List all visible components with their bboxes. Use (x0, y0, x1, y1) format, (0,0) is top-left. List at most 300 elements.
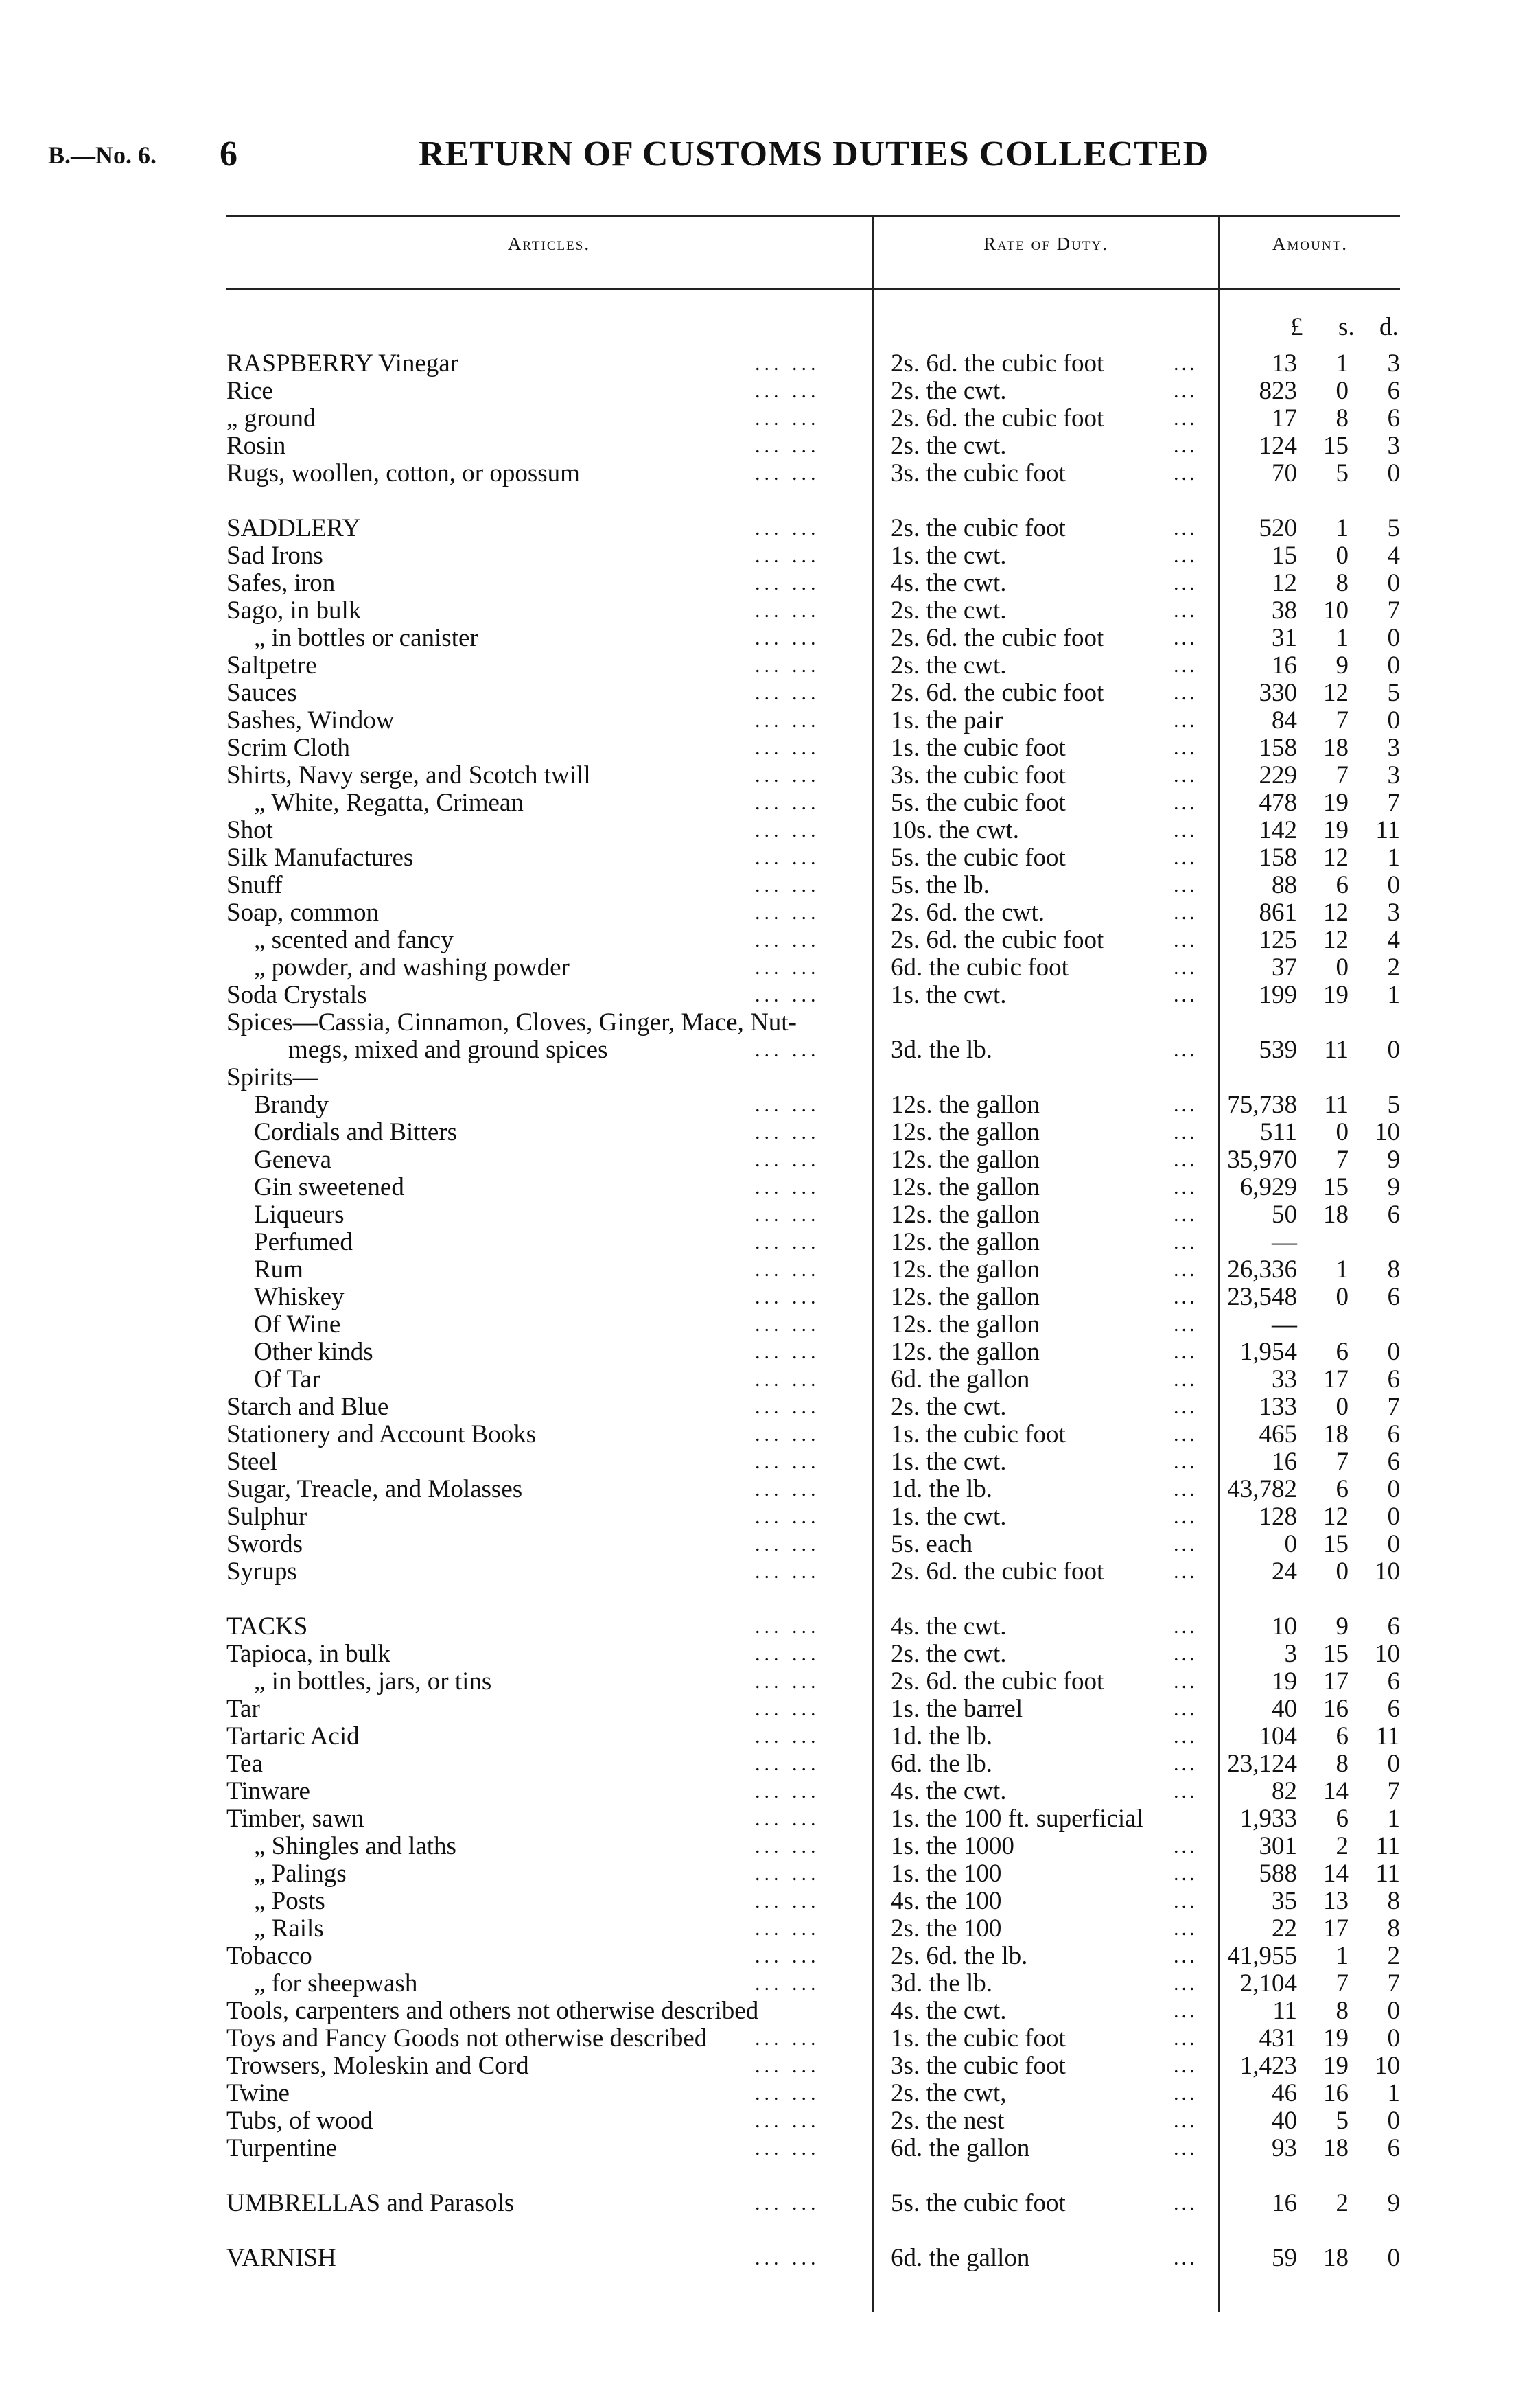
table-row (226, 817, 1400, 844)
amount-pounds: 158 (1259, 844, 1297, 872)
leader-dots: ... (1174, 1698, 1198, 1720)
amount-shillings: 1 (1336, 1255, 1349, 1284)
table-row (226, 1476, 1400, 1503)
table-row (226, 1558, 1400, 1586)
article-name: RASPBERRY Vinegar (226, 349, 459, 378)
leader-dots: ... ... (755, 929, 820, 951)
amount-shillings: 14 (1323, 1860, 1349, 1888)
leader-dots: ... ... (755, 1396, 820, 1418)
amount-pounds: 93 (1272, 2134, 1297, 2162)
leader-dots: ... ... (755, 1039, 820, 1061)
table-row (226, 1860, 1400, 1888)
leader-dots: ... ... (755, 654, 820, 677)
article-name: Tinware (226, 1777, 310, 1805)
article-name: Silk Manufactures (226, 844, 414, 872)
amount-pence: 0 (1387, 2107, 1400, 2135)
amount-pounds: 431 (1259, 2024, 1297, 2052)
duty-rate: 12s. the gallon (891, 1091, 1040, 1119)
article-name: TACKS (226, 1612, 308, 1641)
table-row (226, 2135, 1400, 2162)
table-row (226, 954, 1400, 982)
amount-pence: 3 (1387, 432, 1400, 460)
table-row (226, 2107, 1400, 2135)
amount-pence: 6 (1387, 1365, 1400, 1393)
amount-shillings: 8 (1336, 1750, 1349, 1778)
amount-shillings: 6 (1336, 1805, 1349, 1833)
amount-pence: 0 (1387, 651, 1400, 680)
table-row (226, 707, 1400, 734)
leader-dots: ... ... (755, 1478, 820, 1501)
leader-dots: ... ... (755, 1231, 820, 1253)
duty-rate: 6d. the cubic foot (891, 953, 1069, 982)
table-row (226, 1366, 1400, 1393)
amount-pounds: 0 (1284, 1530, 1297, 1558)
amount-pounds: 301 (1259, 1832, 1297, 1860)
article-name: Starch and Blue (226, 1393, 389, 1421)
leader-dots: ... ... (755, 517, 820, 540)
article-name: Tar (226, 1695, 260, 1723)
article-name: Geneva (254, 1146, 331, 1174)
duty-rate: 1s. the cubic foot (891, 2024, 1066, 2052)
leader-dots: ... ... (755, 572, 820, 594)
table-row (226, 1284, 1400, 1311)
article-name: Stationery and Account Books (226, 1420, 537, 1448)
table-row (226, 405, 1400, 432)
article-name: Spices—Cassia, Cinnamon, Cloves, Ginger, Mace, Nut- (226, 1008, 797, 1037)
article-name: Gin sweetened (254, 1173, 404, 1201)
leader-dots: ... ... (755, 1286, 820, 1308)
leader-dots: ... ... (755, 1917, 820, 1940)
leader-dots: ... ... (755, 1560, 820, 1583)
amount-pence: 0 (1387, 1475, 1400, 1503)
article-name: Tubs, of wood (226, 2107, 373, 2135)
leader-dots: ... ... (755, 709, 820, 732)
article-name: megs, mixed and ground spices (288, 1036, 608, 1064)
article-name: Other kinds (254, 1338, 373, 1366)
table-row (226, 1146, 1400, 1174)
leader-dots: ... ... (755, 1203, 820, 1226)
amount-pence: 0 (1387, 1530, 1400, 1558)
amount-pence: 11 (1375, 1832, 1400, 1860)
leader-dots: ... ... (755, 1890, 820, 1912)
table-row (226, 625, 1400, 652)
duty-rate: 1s. the cwt. (891, 1448, 1007, 1476)
amount-shillings: 19 (1323, 789, 1349, 817)
amount-shillings: 0 (1336, 953, 1349, 982)
amount-pence: 11 (1375, 1722, 1400, 1750)
leader-dots: ... (1174, 2082, 1198, 2105)
amount-pence: 4 (1387, 542, 1400, 570)
leader-dots: ... ... (755, 1643, 820, 1665)
amount-pounds: 133 (1259, 1393, 1297, 1421)
table-row (226, 570, 1400, 597)
amount-pence: 8 (1387, 1887, 1400, 1915)
table-row (226, 1778, 1400, 1805)
article-name: „ Palings (254, 1860, 347, 1888)
duty-rate: 2s. the nest (891, 2107, 1005, 2135)
amount-shillings: 5 (1336, 459, 1349, 487)
duty-rate: 1s. the cwt. (891, 1503, 1007, 1531)
amount-pence: 0 (1387, 624, 1400, 652)
amount-shillings: 12 (1323, 1503, 1349, 1531)
amount-shillings: 15 (1323, 1530, 1349, 1558)
amount-pence: 6 (1387, 377, 1400, 405)
amount-shillings: 6 (1336, 871, 1349, 899)
leader-dots: ... (1174, 1945, 1198, 1967)
article-name: Tartaric Acid (226, 1722, 360, 1750)
amount-shillings: 15 (1323, 432, 1349, 460)
amount-pounds: 128 (1259, 1503, 1297, 1531)
table-row (226, 734, 1400, 762)
table-row (226, 1943, 1400, 1970)
leader-dots: ... (1174, 2000, 1198, 2022)
leader-dots: ... ... (755, 1670, 820, 1693)
leader-dots: ... (1174, 1121, 1198, 1144)
leader-dots: ... ... (755, 1450, 820, 1473)
amount-pounds: 15 (1272, 542, 1297, 570)
table-row (226, 1888, 1400, 1915)
amount-shillings: 16 (1323, 2079, 1349, 2107)
leader-dots: ... (1174, 764, 1198, 787)
amount-pence: 0 (1387, 459, 1400, 487)
article-name: Swords (226, 1530, 303, 1558)
amount-pounds: — (1272, 1228, 1297, 1256)
amount-shillings: 1 (1336, 624, 1349, 652)
amount-shillings: 7 (1336, 761, 1349, 789)
amount-pounds: 23,548 (1227, 1283, 1297, 1311)
amount-shillings: 12 (1323, 844, 1349, 872)
amount-pounds: 142 (1259, 816, 1297, 844)
page-number: 6 (220, 135, 237, 174)
section-spacer (226, 487, 1400, 515)
amount-shillings: 7 (1336, 1969, 1349, 1998)
amount-shillings: 13 (1323, 1887, 1349, 1915)
amount-pounds: 84 (1272, 706, 1297, 734)
amount-pence: 10 (1375, 1558, 1400, 1586)
amount-pence: 2 (1387, 1942, 1400, 1970)
leader-dots: ... (1174, 1450, 1198, 1473)
amount-pence: 0 (1387, 1750, 1400, 1778)
article-name: Shirts, Navy serge, and Scotch twill (226, 761, 591, 789)
leader-dots: ... (1174, 709, 1198, 732)
leader-dots: ... ... (755, 1258, 820, 1281)
table-row (226, 844, 1400, 872)
duty-rate: 2s. the cwt. (891, 432, 1007, 460)
leader-dots: ... (1174, 1862, 1198, 1885)
article-name: Sashes, Window (226, 706, 395, 734)
leader-dots: ... (1174, 984, 1198, 1006)
duty-rate: 2s. 6d. the cubic foot (891, 404, 1104, 432)
duty-rate: 3s. the cubic foot (891, 761, 1066, 789)
leader-dots: ... (1174, 1148, 1198, 1171)
table-row (226, 2025, 1400, 2052)
leader-dots: ... (1174, 1396, 1198, 1418)
article-name: Soap, common (226, 899, 379, 927)
amount-pounds: 16 (1272, 2189, 1297, 2217)
duty-rate: 1s. the pair (891, 706, 1003, 734)
article-name: Sulphur (226, 1503, 307, 1531)
amount-pounds: 12 (1272, 569, 1297, 597)
leader-dots: ... (1174, 1917, 1198, 1940)
leader-dots: ... (1174, 1780, 1198, 1803)
amount-shillings: 1 (1336, 349, 1349, 378)
amount-pence: 8 (1387, 1255, 1400, 1284)
duty-rate: 2s. the cwt. (891, 1640, 1007, 1668)
article-name: Syrups (226, 1558, 297, 1586)
table-row (226, 1833, 1400, 1860)
amount-shillings: 11 (1324, 1091, 1349, 1119)
leader-dots: ... (1174, 1093, 1198, 1116)
amount-shillings: 17 (1323, 1365, 1349, 1393)
article-name: „ ground (226, 404, 316, 432)
article-name: Trowsers, Moleskin and Cord (226, 2052, 529, 2080)
amount-pence: 7 (1387, 1393, 1400, 1421)
table-row (226, 680, 1400, 707)
leader-dots: ... (1174, 352, 1198, 375)
duty-rate: 2s. the cwt. (891, 377, 1007, 405)
amount-pounds: 46 (1272, 2079, 1297, 2107)
unit-pounds: £ (1290, 313, 1303, 341)
leader-dots: ... (1174, 1258, 1198, 1281)
amount-pounds: 10 (1272, 1612, 1297, 1641)
leader-dots: ... (1174, 1368, 1198, 1391)
leader-dots: ... (1174, 2054, 1198, 2077)
leader-dots: ... (1174, 737, 1198, 759)
amount-shillings: 5 (1336, 2107, 1349, 2135)
table-row (226, 1421, 1400, 1448)
amount-shillings: 9 (1336, 651, 1349, 680)
amount-pence: 3 (1387, 761, 1400, 789)
leader-dots: ... (1174, 407, 1198, 430)
article-name: Spirits— (226, 1063, 318, 1091)
amount-shillings: 15 (1323, 1173, 1349, 1201)
duty-rate: 12s. the gallon (891, 1338, 1040, 1366)
table-row (226, 2052, 1400, 2080)
table-row (226, 1339, 1400, 1366)
table-row (226, 1119, 1400, 1146)
leader-dots: ... (1174, 2192, 1198, 2214)
article-name: „ Posts (254, 1887, 325, 1915)
table-row (226, 1174, 1400, 1201)
amount-pounds: 511 (1259, 1118, 1297, 1146)
amount-pence: 5 (1387, 1091, 1400, 1119)
leader-dots: ... ... (755, 2192, 820, 2214)
leader-dots: ... (1174, 929, 1198, 951)
leader-dots: ... (1174, 1835, 1198, 1857)
duty-rate: 2s. the 100 (891, 1914, 1002, 1943)
article-name: Tobacco (226, 1942, 312, 1970)
header-bottom-rule (226, 288, 1400, 290)
leader-dots: ... (1174, 1615, 1198, 1638)
amount-pounds: 478 (1259, 789, 1297, 817)
article-name: SADDLERY (226, 514, 361, 542)
amount-pounds: 82 (1272, 1777, 1297, 1805)
article-name: „ White, Regatta, Crimean (254, 789, 524, 817)
amount-shillings: 6 (1336, 1475, 1349, 1503)
leader-dots: ... ... (755, 380, 820, 402)
leader-dots: ... (1174, 901, 1198, 924)
amount-pounds: 520 (1259, 514, 1297, 542)
duty-rate: 2s. the cubic foot (891, 514, 1066, 542)
amount-pence: 3 (1387, 734, 1400, 762)
amount-pence: 6 (1387, 1420, 1400, 1448)
amount-pounds: 19 (1272, 1667, 1297, 1695)
leader-dots: ... ... (755, 1615, 820, 1638)
unit-pence: d. (1379, 313, 1399, 341)
duty-rate: 2s. the cwt. (891, 597, 1007, 625)
leader-dots: ... ... (755, 2054, 820, 2077)
article-name: Rice (226, 377, 273, 405)
amount-shillings: 9 (1336, 1612, 1349, 1641)
duty-rate: 1s. the cubic foot (891, 1420, 1066, 1448)
amount-pounds: 2,104 (1239, 1969, 1297, 1998)
amount-pence: 7 (1387, 1969, 1400, 1998)
article-name: Sad Irons (226, 542, 323, 570)
leader-dots: ... (1174, 1560, 1198, 1583)
amount-pence: 6 (1387, 1667, 1400, 1695)
table-row (226, 542, 1400, 570)
article-name: Whiskey (254, 1283, 345, 1311)
amount-pence: 1 (1387, 844, 1400, 872)
duty-rate: 6d. the gallon (891, 2244, 1030, 2272)
article-name: Steel (226, 1448, 277, 1476)
leader-dots: ... (1174, 1670, 1198, 1693)
duty-rate: 12s. the gallon (891, 1146, 1040, 1174)
leader-dots: ... ... (755, 462, 820, 485)
table-row (226, 1311, 1400, 1339)
leader-dots: ... ... (755, 1423, 820, 1446)
amount-pence: 0 (1387, 1503, 1400, 1531)
article-name: Liqueurs (254, 1201, 345, 1229)
leader-dots: ... ... (755, 1505, 820, 1528)
table-row (226, 872, 1400, 899)
article-name: Rosin (226, 432, 286, 460)
amount-pence: 1 (1387, 981, 1400, 1009)
article-name: UMBRELLAS and Parasols (226, 2189, 515, 2217)
leader-dots: ... ... (755, 1313, 820, 1336)
amount-pounds: 31 (1272, 624, 1297, 652)
leader-dots: ... ... (755, 956, 820, 979)
table-row (226, 899, 1400, 927)
amount-pence: 5 (1387, 679, 1400, 707)
amount-pence: 7 (1387, 1777, 1400, 1805)
duty-rate: 2s. 6d. the cwt. (891, 899, 1045, 927)
amount-pounds: 588 (1259, 1860, 1297, 1888)
amount-pounds: 17 (1272, 404, 1297, 432)
amount-pounds: 3 (1284, 1640, 1297, 1668)
amount-shillings: 12 (1323, 899, 1349, 927)
leader-dots: ... (1174, 819, 1198, 842)
amount-pence: 6 (1387, 404, 1400, 432)
table-row (226, 2190, 1400, 2217)
leader-dots: ... ... (755, 1121, 820, 1144)
table-row (226, 1613, 1400, 1641)
amount-pence: 2 (1387, 953, 1400, 982)
table-row (226, 927, 1400, 954)
table-row (226, 1750, 1400, 1778)
article-name: Snuff (226, 871, 283, 899)
leader-dots: ... ... (755, 435, 820, 457)
article-name: Of Wine (254, 1310, 341, 1339)
amount-pounds: 22 (1272, 1914, 1297, 1943)
amount-pounds: 75,738 (1227, 1091, 1297, 1119)
amount-pounds: 35,970 (1227, 1146, 1297, 1174)
amount-shillings: 8 (1336, 404, 1349, 432)
leader-dots: ... ... (755, 1368, 820, 1391)
amount-shillings: 17 (1323, 1667, 1349, 1695)
amount-shillings: 12 (1323, 926, 1349, 954)
amount-pence: 9 (1387, 1146, 1400, 1174)
amount-shillings: 2 (1336, 2189, 1349, 2217)
table-row (226, 1503, 1400, 1531)
leader-dots: ... (1174, 544, 1198, 567)
duty-rate: 5s. the cubic foot (891, 844, 1066, 872)
duty-rate: 1d. the lb. (891, 1722, 992, 1750)
leader-dots: ... ... (755, 1945, 820, 1967)
amount-shillings: 7 (1336, 706, 1349, 734)
amount-pounds: 465 (1259, 1420, 1297, 1448)
amount-pounds: 40 (1272, 2107, 1297, 2135)
duty-rate: 4s. the cwt. (891, 1997, 1007, 2025)
leader-dots: ... (1174, 572, 1198, 594)
leader-dots: ... ... (755, 2082, 820, 2105)
amount-shillings: 0 (1336, 542, 1349, 570)
table-row (226, 789, 1400, 817)
duty-rate: 1s. the cwt. (891, 542, 1007, 570)
duty-rate: 5s. the cubic foot (891, 2189, 1066, 2217)
leader-dots: ... ... (755, 1972, 820, 1995)
amount-shillings: 18 (1323, 2244, 1349, 2272)
table-row (226, 652, 1400, 680)
amount-shillings: 12 (1323, 679, 1349, 707)
amount-pence: 6 (1387, 2134, 1400, 2162)
duty-rate: 2s. 6d. the cubic foot (891, 1667, 1104, 1695)
leader-dots: ... ... (755, 819, 820, 842)
amount-pounds: 1,933 (1239, 1805, 1297, 1833)
amount-shillings: 0 (1336, 1393, 1349, 1421)
duty-rate: 1s. the barrel (891, 1695, 1023, 1723)
amount-pounds: 13 (1272, 349, 1297, 378)
amount-pence: 10 (1375, 1118, 1400, 1146)
duty-rate: 2s. 6d. the cubic foot (891, 926, 1104, 954)
table-row (226, 378, 1400, 405)
duty-rate: 3d. the lb. (891, 1969, 992, 1998)
amount-pence: 6 (1387, 1448, 1400, 1476)
article-name: Tea (226, 1750, 263, 1778)
leader-dots: ... ... (755, 2109, 820, 2132)
amount-pence: 10 (1375, 2052, 1400, 2080)
leader-dots: ... ... (755, 1780, 820, 1803)
amount-pounds: 16 (1272, 1448, 1297, 1476)
amount-shillings: 0 (1336, 1558, 1349, 1586)
amount-pence: 6 (1387, 1283, 1400, 1311)
amount-shillings: 8 (1336, 1997, 1349, 2025)
table-row (226, 597, 1400, 625)
page-title: RETURN OF CUSTOMS DUTIES COLLECTED (419, 135, 1210, 174)
amount-pounds: 33 (1272, 1365, 1297, 1393)
table-row (226, 350, 1400, 378)
amount-pence: 6 (1387, 1201, 1400, 1229)
duty-rate: 2s. 6d. the cubic foot (891, 679, 1104, 707)
amount-shillings: 7 (1336, 1146, 1349, 1174)
amount-pounds: 59 (1272, 2244, 1297, 2272)
leader-dots: ... (1174, 1752, 1198, 1775)
leader-dots: ... ... (755, 1093, 820, 1116)
amount-pence: 0 (1387, 1997, 1400, 2025)
leader-dots: ... (1174, 1505, 1198, 1528)
amount-pounds: 23,124 (1227, 1750, 1297, 1778)
leader-dots: ... ... (755, 791, 820, 814)
